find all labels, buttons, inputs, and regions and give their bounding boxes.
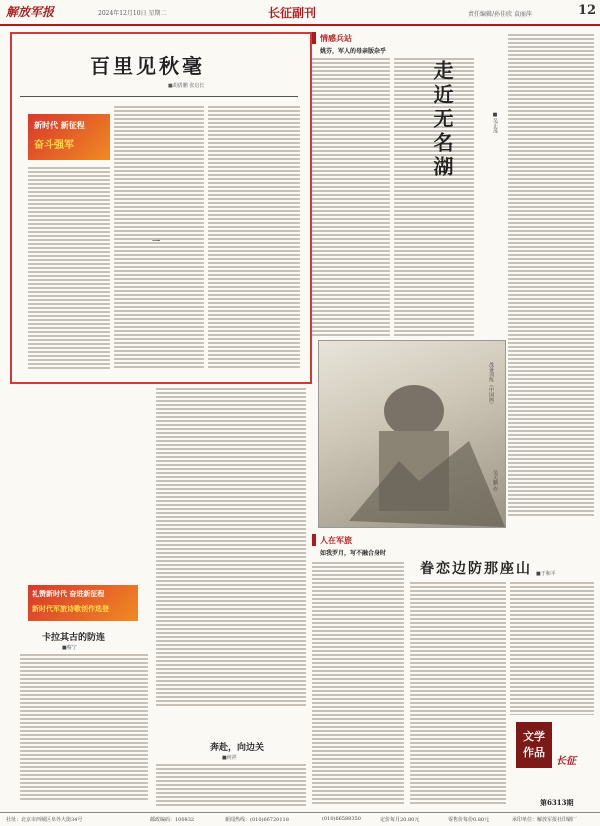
- column-marker-2: [312, 534, 316, 546]
- poetry-banner-top: 礼赞新时代 奋进新征程: [32, 589, 105, 598]
- right-feature-title: 走近无名湖: [430, 60, 454, 180]
- lower-right-title: 眷恋边防那座山: [420, 561, 532, 577]
- header-editors: 责任编辑/孙佳欣 袁丽萍: [468, 11, 532, 18]
- lead-column-1: [28, 165, 110, 370]
- poem-2-title: 奔赴，向边关: [210, 743, 265, 753]
- emotion-column-label: 情感兵站: [320, 33, 352, 43]
- poem-column-right: [156, 386, 306, 706]
- title-divider: [20, 96, 298, 97]
- footer-address: 社址：北京市西城区阜外大街34号: [6, 817, 83, 823]
- footer-price: 定价每月20.80元: [380, 817, 420, 823]
- stamp-line-2: 作品: [523, 746, 545, 759]
- lead-subhead-1: 一: [152, 236, 160, 246]
- right-feature-text: [508, 32, 594, 517]
- in-ranks-label: 人在军旅: [320, 535, 352, 545]
- illustration-artist: 吴天鹏 作: [492, 470, 498, 492]
- lower-right-text-1: [410, 580, 506, 805]
- lead-article-title: 百里见秋毫: [90, 54, 205, 78]
- lower-right-text-2: [510, 580, 594, 715]
- illustration-caption: 战备训练（中国画）: [488, 362, 494, 407]
- poem-1-text: [20, 652, 148, 802]
- right-feature-byline: ■吴正茂: [492, 112, 498, 133]
- lower-right-byline: ■于和平: [536, 571, 556, 577]
- footer-postcode: 邮政编码：100832: [150, 817, 195, 823]
- in-ranks-headline: 如我罗月，写不融合身时: [320, 550, 387, 557]
- header-date: 2024年12月10日 星期二: [98, 10, 167, 17]
- footer-phone-2: (010)66588350: [322, 816, 361, 822]
- issue-number: 第6313期: [540, 798, 574, 807]
- emotion-column-headline: 姚芬，军人的母亲版杂乎: [320, 48, 387, 55]
- footer-printer: 承印单位：解放军报社印刷厂: [512, 817, 578, 823]
- stamp-line-1: 文学: [523, 730, 545, 743]
- poetry-banner-bottom: 新时代军旅诗歌创作选登: [32, 604, 109, 613]
- column-marker: [312, 32, 316, 44]
- lead-banner: [28, 114, 110, 160]
- page-header: [0, 0, 600, 26]
- lead-article-byline: ■胡倩鹏 张启长: [168, 83, 205, 89]
- soldier-figure-illustration: [319, 341, 505, 527]
- emotion-column-text-1: [312, 56, 390, 336]
- in-ranks-text: [312, 560, 404, 805]
- poetry-banner: [28, 585, 138, 621]
- poem-2-author: ■何祥: [222, 755, 237, 761]
- poem-1-author: ■蔡宁: [62, 645, 77, 651]
- poem-2-text: [156, 762, 306, 806]
- footer-single-price: 零售价每份0.80元: [448, 817, 490, 823]
- page-footer: [0, 812, 600, 826]
- poem-1-title: 卡拉其古的防连: [42, 633, 106, 643]
- illustration-painting: [318, 340, 506, 528]
- brand-mark: 长征: [556, 756, 576, 767]
- lead-banner-top: 新时代 新征程: [34, 120, 85, 130]
- lead-banner-bottom: 奋斗强军: [34, 140, 74, 151]
- lead-column-3: [208, 104, 300, 370]
- page-number: 12: [578, 3, 597, 18]
- section-title: 长征副刊: [268, 6, 317, 20]
- masthead: 解放军报: [6, 5, 55, 19]
- literature-stamp: [516, 722, 552, 768]
- footer-phone-1: 新闻热线：(010)66720118: [225, 817, 289, 823]
